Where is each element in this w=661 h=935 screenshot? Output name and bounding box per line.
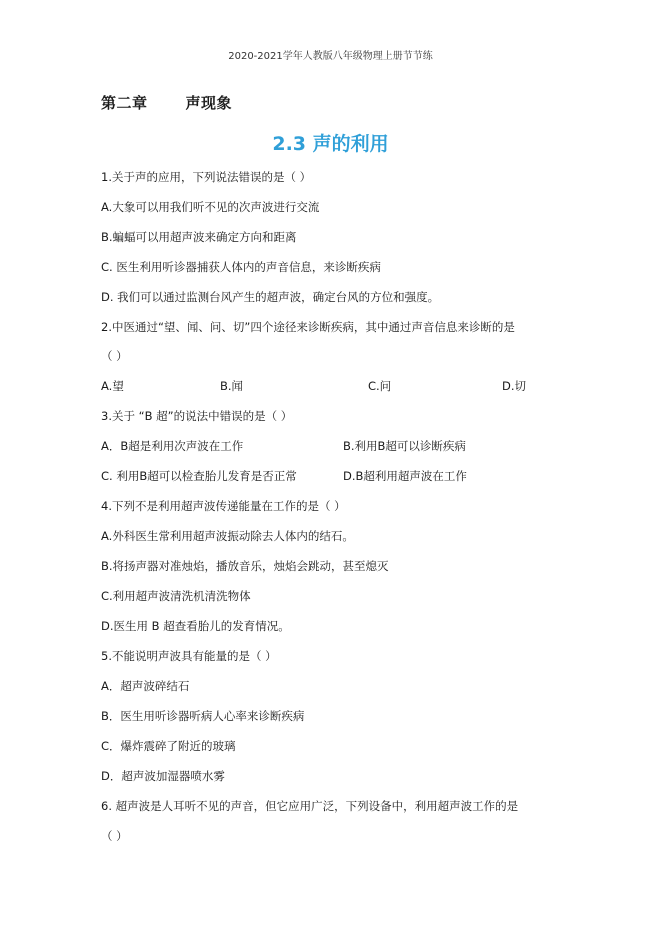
question-1-option-b: B.蝙蝠可以用超声波来确定方向和距离 [101, 230, 297, 244]
question-2-option-b: B.闻 [220, 379, 244, 393]
page-header: 2020-2021学年人教版八年级物理上册节节练 [228, 51, 433, 62]
question-2-option-d: D.切 [502, 379, 527, 393]
question-3-stem: 3.关于 “B 超”的说法中错误的是（ ） [101, 409, 293, 423]
question-5-option-b: B．医生用听诊器听病人心率来诊断疾病 [101, 709, 305, 723]
question-5-option-d: D．超声波加湿器喷水雾 [101, 769, 225, 783]
question-1-option-c: C. 医生利用听诊器捕获人体内的声音信息，来诊断疾病 [101, 260, 381, 274]
question-4-stem: 4.下列不是利用超声波传递能量在工作的是（ ） [101, 499, 346, 513]
question-3-option-c: C. 利用B超可以检查胎儿发育是否正常 [101, 469, 297, 483]
question-2-option-c: C.问 [368, 379, 392, 393]
question-6-paren: （ ） [101, 829, 128, 843]
question-3-option-a: A．B超是利用次声波在工作 [101, 439, 244, 453]
question-2-paren: （ ） [101, 349, 128, 363]
section-title: 2.3 声的利用 [272, 133, 389, 155]
question-2-stem: 2.中医通过“望、闻、问、切”四个途径来诊断疾病，其中通过声音信息来诊断的是 [101, 320, 515, 334]
question-3-option-d: D.B超利用超声波在工作 [343, 469, 467, 483]
question-1-stem: 1.关于声的应用，下列说法错误的是（ ） [101, 170, 312, 184]
question-3-option-b: B.利用B超可以诊断疾病 [343, 439, 466, 453]
question-5-option-c: C．爆炸震碎了附近的玻璃 [101, 739, 236, 753]
question-5-stem: 5.不能说明声波具有能量的是（ ） [101, 649, 277, 663]
chapter-number: 第二章 [101, 94, 148, 112]
question-1-option-a: A.大象可以用我们听不见的次声波进行交流 [101, 200, 320, 214]
question-4-option-d: D.医生用 B 超查看胎儿的发育情况。 [101, 619, 290, 633]
question-1-option-d: D. 我们可以通过监测台风产生的超声波，确定台风的方位和强度。 [101, 290, 440, 304]
question-4-option-c: C.利用超声波清洗机清洗物体 [101, 589, 251, 603]
chapter-heading [101, 92, 232, 113]
question-5-option-a: A．超声波碎结石 [101, 679, 190, 693]
question-4-option-a: A.外科医生常利用超声波振动除去人体内的结石。 [101, 529, 354, 543]
question-2-option-a: A.望 [101, 379, 124, 393]
question-6-stem: 6. 超声波是人耳听不见的声音，但它应用广泛，下列设备中，利用超声波工作的是 [101, 799, 519, 813]
chapter-name: 声现象 [185, 94, 233, 112]
question-4-option-b: B.将扬声器对准烛焰，播放音乐，烛焰会跳动，甚至熄灭 [101, 559, 389, 573]
